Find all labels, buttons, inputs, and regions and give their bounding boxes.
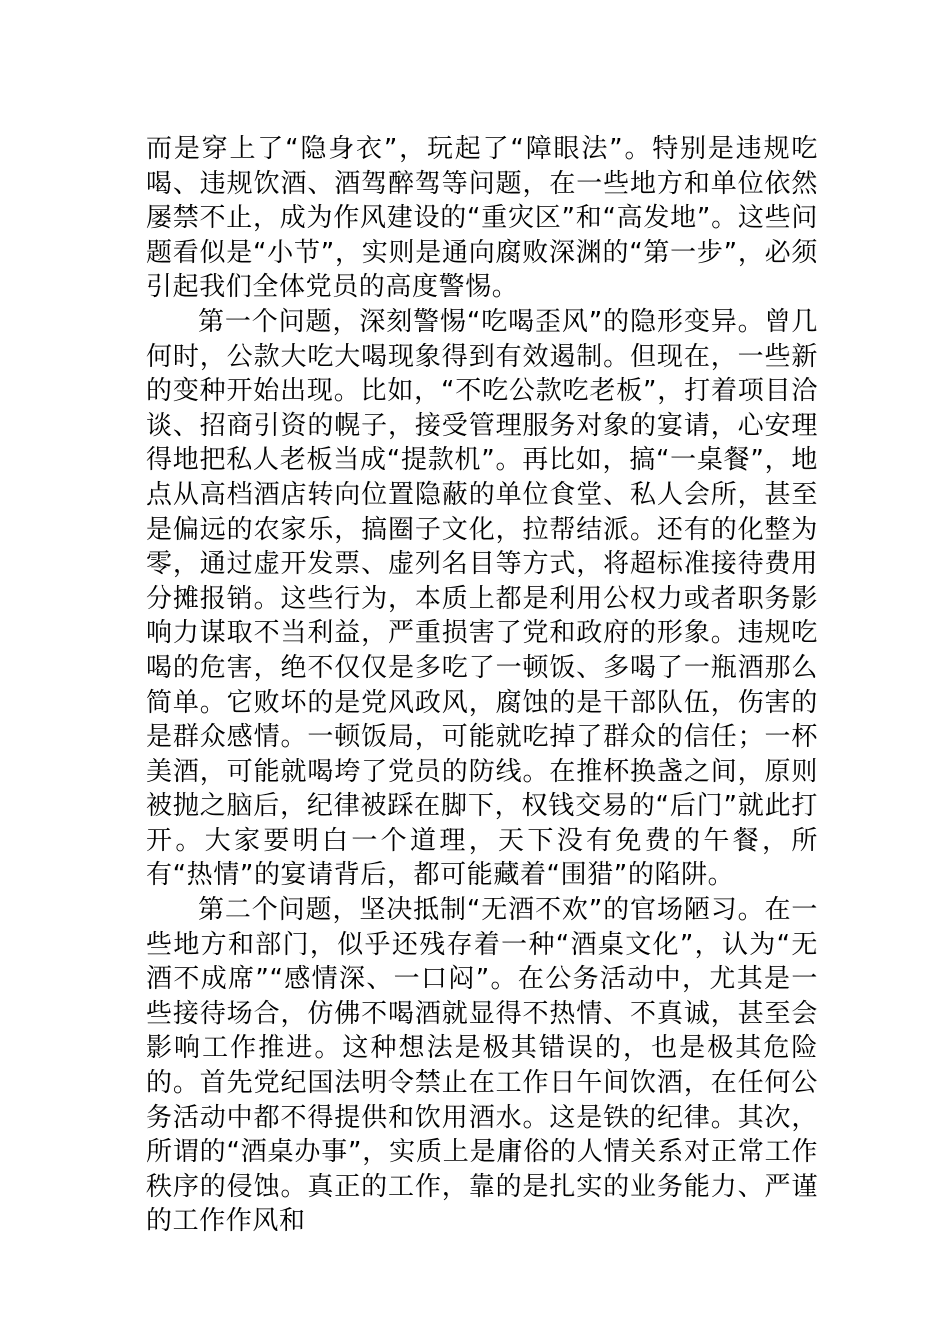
- paragraph-3: 第二个问题，坚决抵制“无酒不欢”的官场陋习。在一些地方和部门，似乎还残存着一种“酒桌文化”，认为“无酒不成席”“感情深、一口闷”。在公务活动中，尤其是一些接待场合，仿佛不喝酒就显得不热情、不真诚，甚至会影响工作推进。这种想法是极其错误的，也是极其危险的。首先党纪国法明令禁止在工作日午间饮酒，在任何公务活动中都不得提供和饮用酒水。这是铁的纪律。其次，所谓的“酒桌办事”，实质上是庸俗的人情关系对正常工作秩序的侵蚀。真正的工作，靠的是扎实的业务能力、严谨的工作作风和: [146, 895, 818, 1237]
- document-body: [146, 132, 818, 1239]
- paragraph-2: 第一个问题，深刻警惕“吃喝歪风”的隐形变异。曾几何时，公款大吃大喝现象得到有效遏制。但现在，一些新的变种开始出现。比如，“不吃公款吃老板”，打着项目洽谈、招商引资的幌子，接受管理服务对象的宴请，心安理得地把私人老板当成“提款机”。再比如，搞“一桌餐”，地点从高档酒店转向位置隐蔽的单位食堂、私人会所，甚至是偏远的农家乐，搞圈子文化，拉帮结派。还有的化整为零，通过虚开发票、虚列名目等方式，将超标准接待费用分摊报销。这些行为，本质上都是利用公权力或者职务影响力谋取不当利益，严重损害了党和政府的形象。违规吃喝的危害，绝不仅仅是多吃了一顿饭、多喝了一瓶酒那么简单。它败坏的是党风政风，腐蚀的是干部队伍，伤害的是群众感情。一顿饭局，可能就吃掉了群众的信任；一杯美酒，可能就喝垮了党员的防线。在推杯换盏之间，原则被抛之脑后，纪律被踩在脚下，权钱交易的“后门”就此打开。大家要明白一个道理，天下没有免费的午餐，所有“热情”的宴请背后，都可能藏着“围猎”的陷阱。: [146, 306, 818, 891]
- paragraph-1: 而是穿上了“隐身衣”，玩起了“障眼法”。特别是违规吃喝、违规饮酒、酒驾醉驾等问题，在一些地方和单位依然屡禁不止，成为作风建设的“重灾区”和“高发地”。这些问题看似是“小节”，实则是通向腐败深渊的“第一步”，必须引起我们全体党员的高度警惕。: [146, 134, 818, 303]
